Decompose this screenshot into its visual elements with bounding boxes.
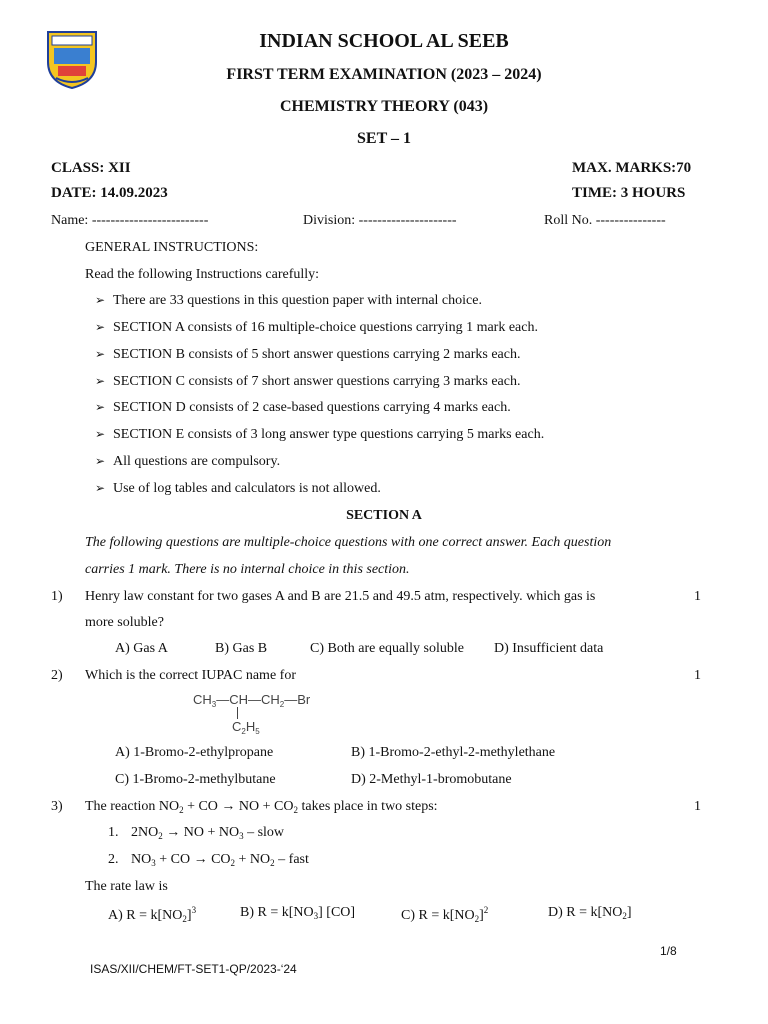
- set-title: SET – 1: [357, 130, 411, 147]
- option-d: D) 2-Methyl-1-bromobutane: [351, 772, 512, 787]
- date-label: DATE: 14.09.2023: [51, 185, 168, 201]
- option-a: A) 1-Bromo-2-ethylpropane: [115, 745, 274, 760]
- question-number: 2): [51, 668, 63, 683]
- option-d: D) Insufficient data: [494, 641, 604, 656]
- option-b: B) 1-Bromo-2-ethyl-2-methylethane: [351, 745, 556, 760]
- step-number: 2.: [108, 852, 119, 867]
- question-number: 3): [51, 799, 63, 814]
- arrow-bullet-icon: ➢: [95, 374, 106, 388]
- question-mark: 1: [694, 668, 701, 683]
- section-a-note-line2: carries 1 mark. There is no internal choice in this section.: [85, 562, 410, 577]
- max-marks: MAX. MARKS:70: [572, 160, 692, 176]
- section-a-heading: SECTION A: [346, 508, 422, 523]
- option-c: C) $R = k[NO_2]^2$: [401, 905, 489, 924]
- class-label: CLASS: XII: [51, 160, 131, 176]
- option-b: B) $R = k[NO_3]$ [CO]: [240, 905, 356, 921]
- option-a: A) $R = k[NO_2]^3$: [108, 905, 197, 924]
- question-1-text-line2: more soluble?: [85, 615, 164, 630]
- roll-field: Roll No. ---------------: [544, 213, 666, 228]
- instruction-item: ➢ SECTION E consists of 3 long answer type questions carrying 5 marks each.: [95, 427, 545, 442]
- instruction-item: ➢ SECTION D consists of 2 case-based questions carrying 4 marks each.: [95, 400, 511, 415]
- arrow-bullet-icon: ➢: [95, 454, 106, 468]
- formula-ethyl-group: $C_2H_5$: [232, 719, 260, 736]
- question-number: 1): [51, 589, 63, 604]
- page-number: 1/8: [660, 944, 677, 958]
- instructions-intro: Read the following Instructions carefully:: [85, 267, 320, 282]
- question-2-text: Which is the correct IUPAC name for: [85, 668, 296, 683]
- general-instructions-heading: GENERAL INSTRUCTIONS:: [85, 240, 259, 255]
- reaction-step-2: $NO_3$ + CO → $CO_2 + NO_2$ – fast: [131, 852, 309, 868]
- subject-title: CHEMISTRY THEORY (043): [279, 98, 489, 115]
- question-mark: 1: [694, 589, 701, 604]
- step-number: 1.: [108, 825, 119, 840]
- rate-law-prompt: The rate law is: [85, 879, 168, 894]
- time-label: TIME: 3 HOURS: [572, 185, 686, 201]
- option-c: C) Both are equally soluble: [310, 641, 464, 656]
- formula-main-chain: $CH_3—CH—CH_2—Br$: [193, 692, 311, 709]
- arrow-bullet-icon: ➢: [95, 400, 106, 414]
- option-a: A) Gas A: [115, 641, 168, 656]
- arrow-bullet-icon: ➢: [95, 347, 106, 361]
- instruction-item: ➢ There are 33 questions in this question paper with internal choice.: [95, 293, 482, 308]
- arrow-bullet-icon: ➢: [95, 293, 106, 307]
- instruction-item: ➢ SECTION B consists of 5 short answer questions carrying 2 marks each.: [95, 347, 521, 362]
- arrow-bullet-icon: ➢: [95, 481, 106, 495]
- option-d: D) $R = k[NO_2]$: [548, 905, 632, 921]
- option-c: C) 1-Bromo-2-methylbutane: [115, 772, 276, 787]
- instruction-item: ➢ SECTION A consists of 16 multiple-choice questions carrying 1 mark each.: [95, 320, 538, 335]
- instruction-item: ➢ SECTION C consists of 7 short answer questions carrying 3 marks each.: [95, 374, 521, 389]
- section-a-note-line1: The following questions are multiple-choice questions with one correct answer. Each question: [85, 535, 612, 550]
- division-field: Division: ---------------------: [303, 213, 457, 228]
- exam-title: FIRST TERM EXAMINATION (2023 – 2024): [226, 66, 542, 83]
- arrow-bullet-icon: ➢: [95, 320, 106, 334]
- name-field: Name: -------------------------: [51, 213, 209, 228]
- reaction-step-1: $2NO_2$ → NO + $NO_3$ – slow: [131, 825, 285, 841]
- school-title: INDIAN SCHOOL AL SEEB: [259, 30, 509, 52]
- arrow-bullet-icon: ➢: [95, 427, 106, 441]
- question-mark: 1: [694, 799, 701, 814]
- formula-bond-line: [237, 707, 238, 719]
- option-b: B) Gas B: [215, 641, 268, 656]
- question-1-text-line1: Henry law constant for two gases A and B are 21.5 and 49.5 atm, respectively. which gas is: [85, 589, 596, 604]
- instruction-item: ➢ Use of log tables and calculators is not allowed.: [95, 481, 381, 496]
- footer-code: ISAS/XII/CHEM/FT-SET1-QP/2023-‘24: [90, 962, 297, 976]
- instruction-item: ➢ All questions are compulsory.: [95, 454, 281, 469]
- question-3-text: The reaction $NO_2$ + CO → NO + $CO_2$ takes place in two steps:: [85, 799, 438, 815]
